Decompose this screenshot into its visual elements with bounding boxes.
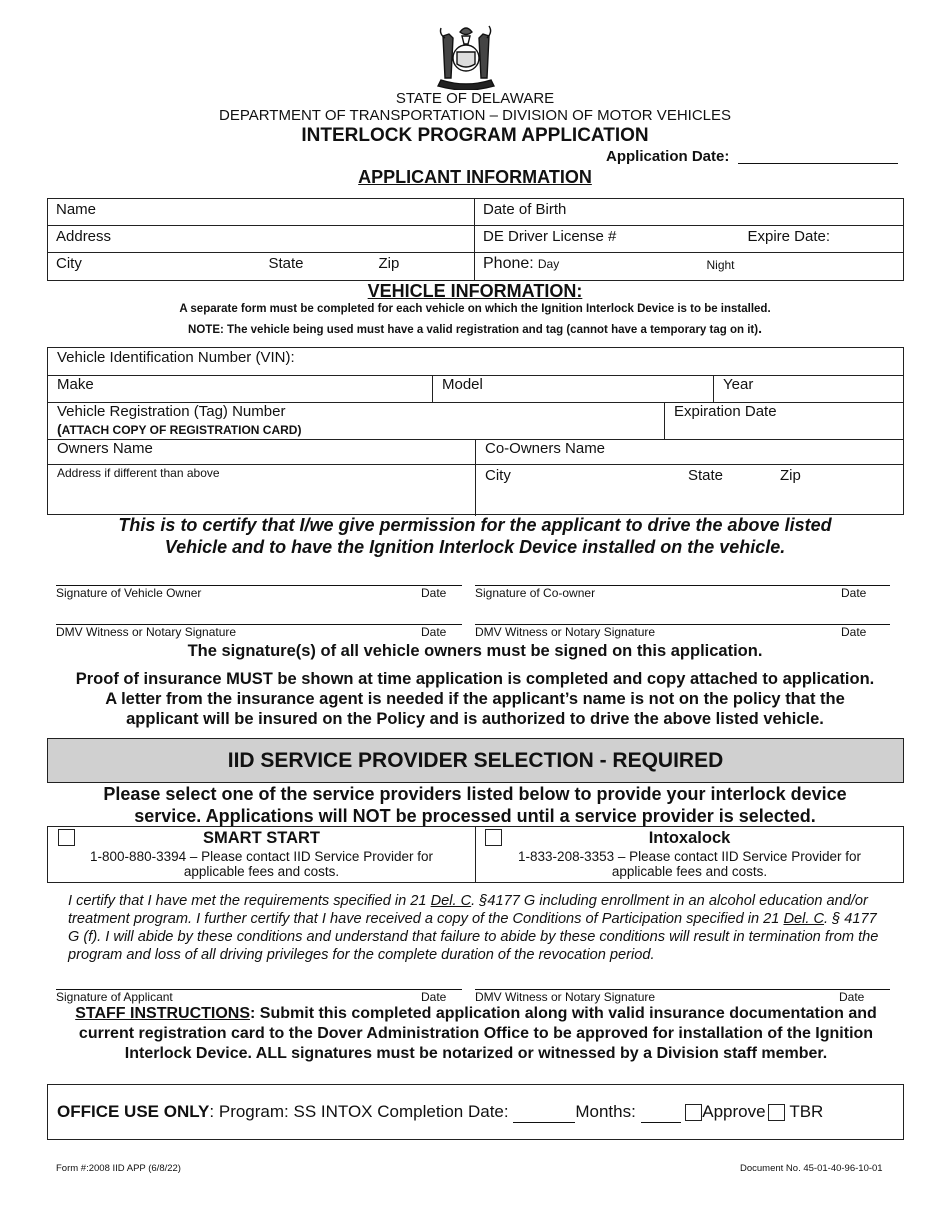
vin-field[interactable]: Vehicle Identification Number (VIN):: [57, 349, 295, 366]
expiration-date-field[interactable]: Expiration Date: [674, 403, 777, 420]
model-field[interactable]: Model: [442, 376, 483, 393]
iid-select-line-1: Please select one of the service providers listed below to provide your interlock device: [103, 784, 847, 804]
applicant-statement: I certify that I have met the requirements specified in 21 Del. C. §4177 G including enrollment in an alcohol education and/or treatment program. I further certify that I have received a copy of the Conditions of Participation specified in 21 Del. C. § 4177 G (f). I will abide by these conditions and understand that failure to abide by these conditions will result in termination from the program and loss of all driving privileges for the complete duration of the revocation period.: [68, 893, 879, 963]
document-number: Document No. 45-01-40-96-10-01: [740, 1163, 883, 1174]
months-field[interactable]: [641, 1102, 681, 1123]
witness-label-2: DMV Witness or Notary Signature: [475, 625, 656, 639]
vehicle-city-field[interactable]: City: [485, 467, 511, 484]
completion-date-field[interactable]: [513, 1102, 575, 1123]
office-program-label: : Program: SS INTOX Completion Date:: [209, 1102, 514, 1121]
office-use-box: [47, 1084, 904, 1140]
address-field[interactable]: Address: [48, 226, 475, 253]
months-label: Months:: [575, 1102, 641, 1121]
staff-instructions: STAFF INSTRUCTIONS: Submit this completed application along with valid insurance documentation and current registration card to the Dover Administration Office to be approved for installation of the Ignition Interlock Device. ALL signatures must be notarized or witnessed by a Division staff member.: [75, 1005, 877, 1062]
expire-date-label: Expire Date:: [747, 228, 831, 245]
registration-field[interactable]: Vehicle Registration (Tag) Number: [57, 403, 286, 420]
coowner-signature-label: Signature of Co-owner: [475, 586, 596, 600]
provider-table: [47, 826, 904, 883]
form-number: Form #:2008 IID APP (6/8/22): [56, 1163, 181, 1174]
approve-checkbox[interactable]: [685, 1104, 702, 1121]
applicant-table: [47, 198, 904, 281]
all-owners-notice: The signature(s) of all vehicle owners must be signed on this application.: [187, 642, 763, 660]
year-field[interactable]: Year: [723, 376, 754, 393]
vehicle-zip-label: Zip: [780, 467, 801, 484]
certify-line-2: Vehicle and to have the Ignition Interlock Device installed on the vehicle.: [164, 537, 786, 557]
application-date-label: Application Date:: [606, 148, 730, 165]
license-field[interactable]: DE Driver License # Expire Date:: [475, 226, 904, 253]
application-date-field[interactable]: [738, 163, 898, 164]
night-label: Night: [706, 258, 735, 272]
form-title: INTERLOCK PROGRAM APPLICATION: [301, 125, 649, 146]
tbr-label: TBR: [789, 1102, 824, 1121]
state-seal-icon: [433, 22, 499, 90]
insurance-line-3: applicant will be insured on the Policy and is authorized to drive the above listed vehicle.: [126, 710, 824, 728]
vehicle-heading: VEHICLE INFORMATION:: [367, 281, 583, 301]
applicant-witness-label: DMV Witness or Notary Signature: [475, 990, 656, 1004]
dob-field[interactable]: Date of Birth: [475, 199, 904, 226]
applicant-signature-label: Signature of Applicant: [56, 990, 173, 1004]
intoxalock-checkbox[interactable]: [485, 829, 502, 846]
witness-date-label-2: Date: [841, 625, 867, 639]
city-state-zip-field[interactable]: City State Zip: [48, 253, 475, 281]
smart-start-checkbox[interactable]: [58, 829, 75, 846]
owner-date-label: Date: [421, 586, 447, 600]
make-field[interactable]: Make: [57, 376, 94, 393]
tbr-checkbox[interactable]: [768, 1104, 785, 1121]
certify-line-1: This is to certify that I/we give permission for the applicant to drive the above listed: [118, 515, 832, 535]
witness-date-label-1: Date: [421, 625, 447, 639]
applicant-heading: APPLICANT INFORMATION: [358, 167, 592, 187]
coowners-name-field[interactable]: Co-Owners Name: [485, 440, 606, 457]
provider-intoxalock[interactable]: Intoxalock 1-833-208-3353 – Please contact IID Service Provider for applicable fees and costs.: [476, 827, 903, 879]
state-label: State: [268, 255, 304, 272]
coowner-date-label: Date: [841, 586, 867, 600]
zip-label: Zip: [378, 255, 400, 272]
state-name: STATE OF DELAWARE: [395, 90, 555, 107]
vehicle-state-label: State: [688, 467, 724, 484]
department-name: DEPARTMENT OF TRANSPORTATION – DIVISION OF MOTOR VEHICLES: [218, 107, 732, 124]
applicant-date-label: Date: [421, 990, 447, 1004]
office-use-label: OFFICE USE ONLY: [57, 1102, 210, 1121]
iid-select-line-2: service. Applications will NOT be processed until a service provider is selected.: [134, 806, 816, 826]
vehicle-note-1: A separate form must be completed for each vehicle on which the Ignition Interlock Device is to be installed.: [179, 303, 771, 315]
registration-attach-note: (ATTACH COPY OF REGISTRATION CARD): [57, 421, 302, 437]
insurance-line-1: Proof of insurance MUST be shown at time application is completed and copy attached to application.: [75, 670, 875, 688]
iid-heading: IID SERVICE PROVIDER SELECTION - REQUIRED: [47, 738, 904, 783]
phone-field[interactable]: Phone: Day Night: [475, 253, 904, 281]
applicant-witness-date-label: Date: [839, 990, 865, 1004]
vehicle-table: [47, 347, 904, 515]
name-field[interactable]: Name: [48, 199, 475, 226]
address-diff-field[interactable]: Address if different than above: [57, 466, 220, 480]
vehicle-note-2: NOTE: The vehicle being used must have a valid registration and tag (cannot have a temporary tag on it).: [188, 320, 762, 336]
provider-smart-start[interactable]: SMART START 1-800-880-3394 – Please contact IID Service Provider for applicable fees and costs.: [48, 827, 475, 879]
approve-label: Approve: [702, 1102, 766, 1121]
insurance-line-2: A letter from the insurance agent is needed if the applicant’s name is not on the policy that the: [105, 690, 845, 708]
witness-label-1: DMV Witness or Notary Signature: [56, 625, 237, 639]
owners-name-field[interactable]: Owners Name: [57, 440, 153, 457]
owner-signature-label: Signature of Vehicle Owner: [56, 586, 202, 600]
